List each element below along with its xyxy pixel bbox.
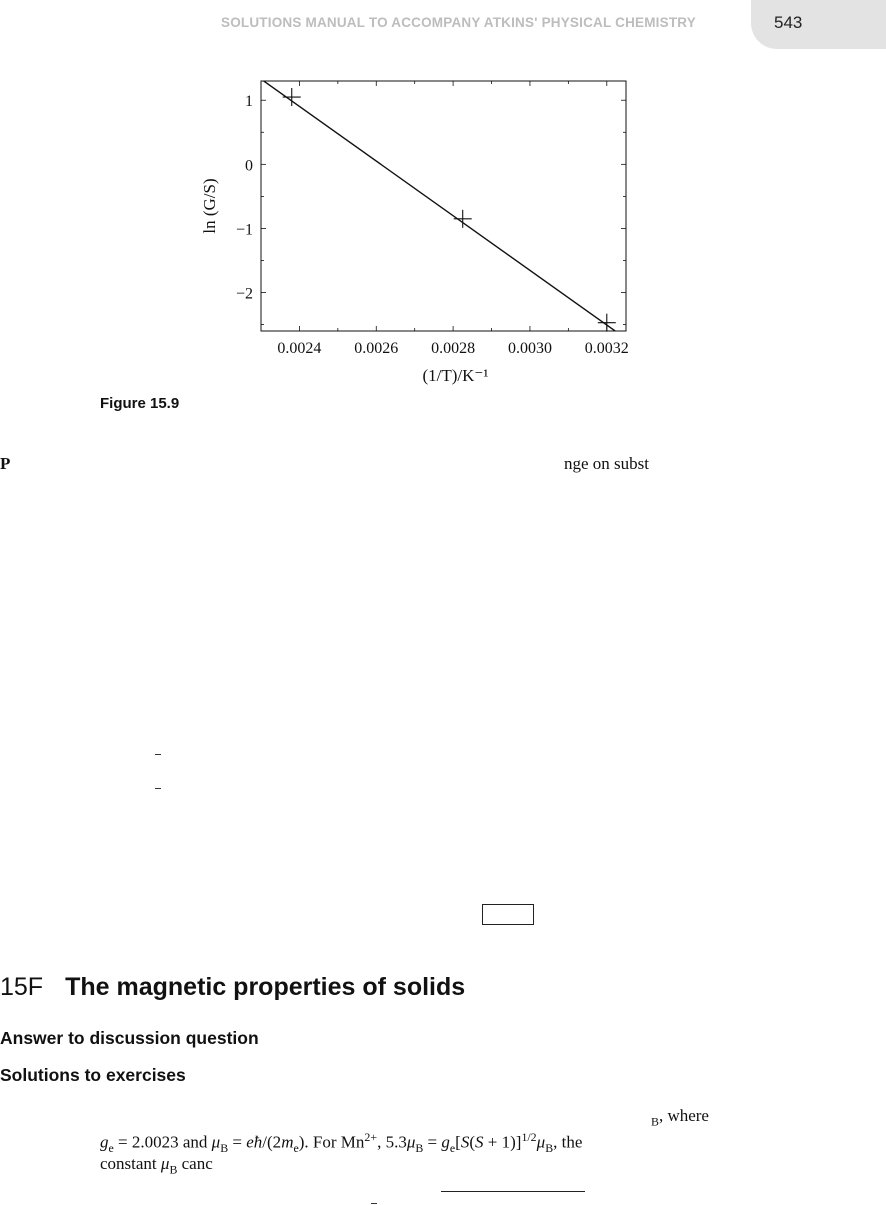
y-tick-label: −2: [235, 285, 253, 303]
fraction-rule: [441, 1191, 585, 1192]
page-number: 543: [774, 13, 803, 32]
section-heading: [0, 973, 465, 1002]
fraction-bar-fragment: [155, 754, 161, 755]
body-line: $_B$, where: [651, 1106, 709, 1129]
fit-line: [261, 79, 626, 339]
x-tick-label: 0.0030: [507, 340, 552, 357]
y-tick-label: 1: [245, 93, 253, 111]
y-axis-label: ln (G/S): [200, 178, 219, 234]
data-point: [283, 88, 301, 106]
x-tick-label: 0.0024: [277, 340, 322, 357]
body-line: constant $\mu_B$ canc: [100, 1154, 213, 1177]
fraction-bar-fragment: [371, 1203, 377, 1204]
x-axis-label: (1/T)/K⁻¹: [422, 366, 489, 385]
running-head: SOLUTIONS MANUAL TO ACCOMPANY ATKINS' PHYSICAL CHEMISTRY: [221, 15, 696, 30]
x-tick-label: 0.0028: [431, 340, 476, 357]
section-title: The magnetic properties of solids: [65, 973, 466, 1001]
text-fragment: nge on subst: [564, 454, 649, 473]
y-tick-label: −1: [235, 221, 253, 239]
x-tick-label: 0.0026: [354, 340, 399, 357]
figure-caption: Figure 15.9: [100, 395, 180, 412]
data-point: [454, 210, 472, 228]
section-number: 15F: [0, 973, 44, 1001]
fraction-bar-fragment: [155, 788, 161, 789]
x-tick-label: 0.0032: [584, 340, 629, 357]
y-tick-label: 0: [245, 157, 253, 175]
subheading-discussion: Answer to discussion question: [0, 1028, 259, 1048]
answer-box: [482, 904, 534, 925]
subheading-exercises: Solutions to exercises: [0, 1065, 186, 1085]
chart: [0, 0, 886, 400]
problem-label-fragment: P: [0, 454, 11, 473]
body-line: $g_e = 2.0023$ and $\mu_B$ = $eħ/(2m_e)$. For $Mn^{2+}$, $5.3\mu_B = g_e[S(S + 1)]^{1/2}\mu_B$, the: [100, 1130, 583, 1156]
